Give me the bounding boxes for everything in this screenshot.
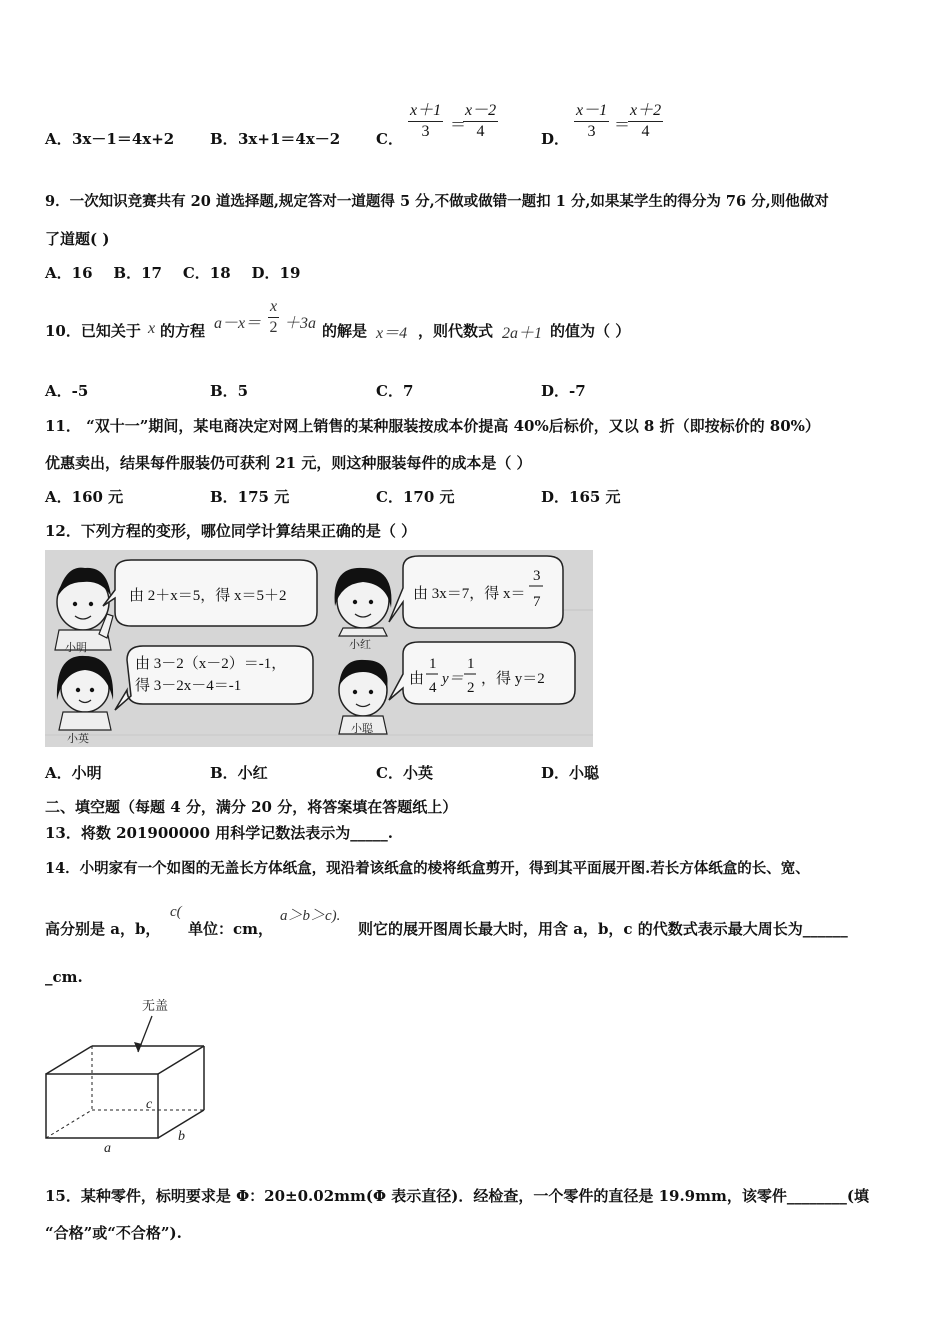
name-xiaoying: 小英 (67, 732, 89, 745)
q10-option-b: B．5 (210, 382, 249, 400)
bubble-xiaoying-line-2: 得 3－2x－4＝-1 (135, 678, 242, 694)
fraction-denominator: 4 (476, 123, 485, 140)
q10-solution: x＝4 (376, 325, 408, 342)
q8-option-d-lhs (574, 101, 609, 142)
fraction-denominator: 3 (587, 123, 596, 140)
q10-option-a: A．-5 (45, 382, 89, 400)
label-a: a (104, 1141, 111, 1155)
q11-option-b: B．175 元 (210, 488, 290, 506)
q10-mid: 的方程 (160, 322, 206, 340)
bubble-xiaocong-post: ，得 y＝2 (481, 671, 545, 687)
q11-line-2: 优惠卖出，结果每件服装仍可获利 21 元，则这种服装每件的成本是（ ） (45, 454, 532, 472)
bubble-xiaocong-mid: y＝ (442, 671, 464, 687)
q9-options: A．16 B．17 C．18 D．19 (45, 264, 301, 282)
fraction-denominator: 2 (269, 319, 278, 336)
q14-line-3: _cm. (45, 968, 83, 986)
q10-var-x: x (148, 320, 156, 337)
q10-eq-left: a－x＝ (214, 315, 262, 332)
xiaoming-figure (55, 568, 113, 650)
q8-option-d-label: D． (541, 130, 570, 148)
fraction-numerator: x－1 (574, 101, 609, 122)
q9-line-1: 9．一次知识竞赛共有 20 道选择题,规定答对一道题得 5 分,不做或做错一题扣 1 分,如果某学生的得分为 76 分,则他做对 (45, 193, 829, 210)
bubble-xiaohong-numerator: 3 (533, 568, 541, 584)
q10-suffix: 的值为（ ） (550, 322, 631, 340)
bubble-xiaocong-f2-numerator: 1 (467, 656, 475, 672)
fraction-numerator: x＋2 (628, 101, 663, 122)
q10-prefix: 10．已知关于 (45, 322, 141, 340)
bubble-xiaoming-text: 由 2＋x＝5，得 x＝5＋2 (129, 588, 287, 604)
q14-line-1: 14．小明家有一个如图的无盖长方体纸盒，现沿着该纸盒的棱将纸盒剪开，得到其平面展开图.若长方体纸盒的长、宽、 (45, 860, 810, 877)
box-front-face (46, 1074, 158, 1138)
q8-option-d-equals: ＝ (614, 117, 631, 134)
box-hidden-edge (46, 1110, 92, 1138)
q14-line-2-c: c( (170, 904, 182, 920)
q8-option-c-label: C． (376, 130, 403, 148)
q15-line-2: “合格”或“不合格”). (45, 1224, 182, 1242)
q11-option-c: C．170 元 (376, 488, 455, 506)
bubble-xiaocong-f1-numerator: 1 (429, 656, 437, 672)
q8-option-b-label: B． (210, 130, 238, 148)
q8-option-a-text: 3x－1＝4x+2 (72, 130, 175, 148)
name-xiaocong: 小聪 (351, 722, 373, 735)
fraction-numerator: x＋1 (408, 101, 443, 122)
q14-line-2-post: 则它的展开图周长最大时，用含 a，b，c 的代数式表示最大周长为______ (358, 920, 848, 938)
q10-mid3: ，则代数式 (418, 322, 494, 340)
q14-line-2-pre: 高分别是 a，b， (45, 920, 161, 938)
q14-line-2-mid: 单位：cm， (188, 920, 274, 938)
bubble-xiaoying-line-1: 由 3－2（x－2）＝-1， (135, 656, 287, 672)
q12-cartoon-figure (45, 550, 593, 747)
q8-option-c-equals: ＝ (450, 117, 467, 134)
fraction-numerator: x－2 (463, 101, 498, 122)
q8-option-d-rhs (628, 101, 663, 142)
bubble-xiaocong-f1-denominator: 4 (429, 680, 437, 696)
q12-option-d: D．小聪 (541, 764, 600, 782)
q12-option-a: A．小明 (45, 764, 102, 782)
q12-option-c: C．小英 (376, 764, 433, 782)
fraction-denominator: 4 (641, 123, 650, 140)
q11-line-1: 11． “双十一”期间，某电商决定对网上销售的某种服装按成本价提高 40%后标价，又以 8 折（即按标价的 80%） (45, 417, 820, 435)
q15-line-1: 15．某种零件，标明要求是 Φ：20±0.02mm(Φ 表示直径)．经检查，一个零件的直径是 19.9mm，该零件________(填 (45, 1187, 869, 1205)
q10-option-d: D．-7 (541, 382, 586, 400)
bubble-xiaohong-denominator: 7 (533, 594, 541, 610)
section-2-heading: 二、填空题（每题 4 分，满分 20 分，将答案填在答题纸上） (45, 798, 458, 816)
q13-text: 13．将数 201900000 用科学记数法表示为_____. (45, 824, 393, 842)
q11-option-d: D．165 元 (541, 488, 621, 506)
q12-option-b: B．小红 (210, 764, 268, 782)
q10-eq-fraction (268, 297, 279, 338)
q14-line-2-ineq: a＞b＞c). (280, 908, 341, 924)
fraction-denominator: 3 (421, 123, 430, 140)
label-c: c (146, 1097, 153, 1112)
q8-option-c-lhs (408, 101, 443, 142)
name-xiaoming: 小明 (65, 641, 87, 654)
q10-eq-right: ＋3a (284, 315, 317, 332)
q10-expr: 2a＋1 (502, 325, 543, 342)
q10-option-c: C．7 (376, 382, 414, 400)
q9-line-2: 了道题( ) (45, 230, 110, 248)
box-edge (46, 1046, 92, 1074)
lid-label: 无盖 (142, 999, 169, 1014)
q11-option-a: A．160 元 (45, 488, 124, 506)
q12-cartoon-svg (45, 550, 593, 747)
fraction-numerator: x (268, 297, 279, 318)
box-edge (158, 1046, 204, 1074)
q10-mid2: 的解是 (322, 322, 368, 340)
bubble-xiaocong-f2-denominator: 2 (467, 680, 475, 696)
name-xiaohong: 小红 (349, 638, 371, 651)
label-b: b (178, 1129, 185, 1144)
bubble-xiaocong-pre: 由 (409, 671, 425, 687)
q8-option-c-rhs (463, 101, 498, 142)
q12-line-1: 12．下列方程的变形，哪位同学计算结果正确的是（ ） (45, 522, 417, 540)
q14-box-figure (40, 990, 220, 1155)
q8-option-b-text: 3x+1＝4x－2 (238, 130, 341, 148)
q8-option-a-label: A． (45, 130, 72, 148)
bubble-xiaohong-text: 由 3x＝7，得 x＝ (413, 586, 526, 602)
xiaoying-figure (57, 656, 113, 730)
